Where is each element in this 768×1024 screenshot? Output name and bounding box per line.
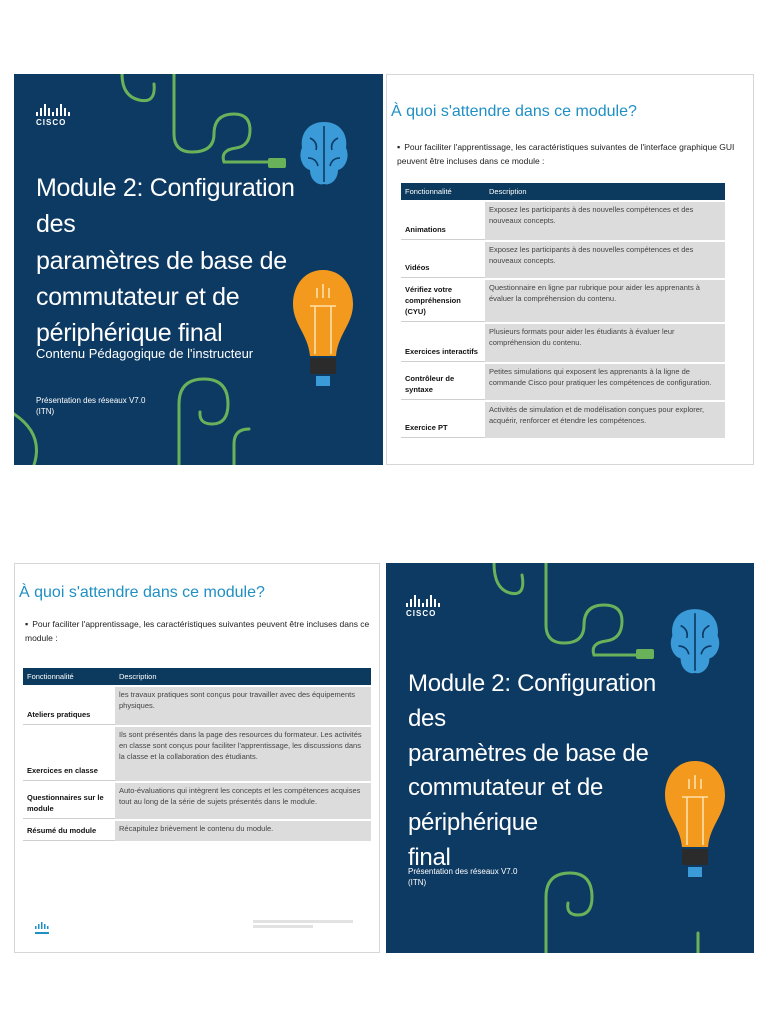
- features-table: [23, 666, 371, 843]
- feature-cell: Résumé du module: [23, 821, 115, 841]
- brain-icon: [296, 118, 352, 190]
- table-row: [401, 364, 725, 400]
- feature-cell: Exercice PT: [401, 402, 485, 438]
- feature-cell: Questionnaires sur le module: [23, 783, 115, 819]
- feature-cell: Contrôleur de syntaxe: [401, 364, 485, 400]
- feature-cell: Animations: [401, 202, 485, 240]
- table-row: [401, 280, 725, 322]
- cisco-logo-bars: [406, 595, 440, 607]
- bullet-icon: ▪: [397, 142, 401, 152]
- table-row: [401, 402, 725, 438]
- course-name: [408, 867, 517, 889]
- title-line: commutateur et de périphérique: [408, 774, 603, 837]
- title-line: périphérique final: [36, 319, 223, 347]
- feature-cell: Exercices en classe: [23, 727, 115, 781]
- table-row: [23, 687, 371, 725]
- description-cell: Plusieurs formats pour aider les étudiants à évaluer leur compréhension du contenu.: [485, 324, 725, 362]
- feature-cell: Vérifiez votre compréhension (CYU): [401, 280, 485, 322]
- course-code: (ITN): [408, 877, 427, 887]
- description-cell: Ils sont présentés dans la page des resources du formateur. Les activités en classe sont conçus pour faciliter l'apprentissage, les discussions dans la classe et la collaboration des étudiants.: [115, 727, 371, 781]
- description-cell: Questionnaire en ligne par rubrique pour aider les apprenants à évaluer la compréhension du contenu.: [485, 280, 725, 322]
- description-cell: Exposez les participants à des nouvelles compétences et des nouveaux concepts.: [485, 202, 725, 240]
- copyright-text: [253, 920, 353, 928]
- description-cell: Auto-évaluations qui intègrent les concepts et les compétences acquises tout au long de la série de sujets présentés dans le module.: [115, 783, 371, 819]
- cisco-logo-bars: [36, 104, 70, 116]
- course-name: [36, 396, 145, 418]
- column-header-description: Description: [115, 668, 371, 685]
- title-line: commutateur et de: [36, 282, 240, 311]
- intro-bullet: [397, 141, 737, 168]
- feature-cell: Vidéos: [401, 242, 485, 278]
- table-header-row: [401, 183, 725, 200]
- course-line: Présentation des réseaux V7.0: [408, 867, 518, 876]
- module-title: [408, 667, 678, 876]
- feature-cell: Ateliers pratiques: [23, 687, 115, 725]
- instructor-subtitle: Contenu Pédagogique de l'instructeur: [36, 346, 254, 361]
- table-row: [23, 727, 371, 781]
- intro-bullet: [25, 618, 375, 645]
- description-cell: Exposez les participants à des nouvelles compétences et des nouveaux concepts.: [485, 242, 725, 278]
- title-line: paramètres de base de: [408, 739, 649, 767]
- bullet-text: Pour faciliter l'apprentissage, les caractéristiques suivantes peuvent être incluses dans ce module :: [25, 619, 370, 643]
- table-row: [401, 202, 725, 240]
- copyright-line: [253, 920, 353, 923]
- table-row: [23, 783, 371, 819]
- features-slide-2: [14, 563, 380, 953]
- title-line: paramètres de base de: [36, 246, 287, 275]
- description-cell: Petites simulations qui exposent les apprenants à la ligne de commande Cisco pour pratiquer les compétences de configuration.: [485, 364, 725, 400]
- title-line: final: [408, 843, 451, 871]
- bullet-icon: ▪: [25, 619, 29, 629]
- slide-title: À quoi s'attendre dans ce module?: [391, 103, 637, 120]
- title-line: Module 2: Configuration des: [36, 174, 295, 239]
- course-code: (ITN): [36, 406, 55, 416]
- title-line: Module 2: Configuration des: [408, 670, 656, 732]
- table-row: [23, 821, 371, 841]
- cisco-logo: [406, 595, 440, 618]
- cisco-logo-text: CISCO: [406, 609, 437, 618]
- cisco-logo-text: CISCO: [36, 118, 67, 127]
- copyright-line: [253, 925, 313, 928]
- column-header-feature: Fonctionnalité: [401, 183, 485, 200]
- course-line: Présentation des réseaux V7.0: [36, 396, 146, 405]
- cisco-logo: [36, 104, 70, 127]
- cover-slide-2: [386, 563, 754, 953]
- table-row: [401, 324, 725, 362]
- features-slide-1: [386, 74, 754, 465]
- features-table: [401, 181, 725, 440]
- light-bulb-icon: [290, 266, 356, 426]
- table-row: [401, 242, 725, 278]
- cover-slide-1: [14, 74, 383, 465]
- feature-cell: Exercices interactifs: [401, 324, 485, 362]
- bullet-text: Pour faciliter l'apprentissage, les caractéristiques suivantes de l'interface graphique GUI peuvent être incluses dans ce module :: [397, 142, 735, 166]
- description-cell: Récapitulez brièvement le contenu du module.: [115, 821, 371, 841]
- cisco-footer-logo-icon: [35, 922, 51, 936]
- slide-title: À quoi s'attendre dans ce module?: [19, 584, 265, 601]
- column-header-description: Description: [485, 183, 725, 200]
- column-header-feature: Fonctionnalité: [23, 668, 115, 685]
- description-cell: les travaux pratiques sont conçus pour travailler avec des équipements physiques.: [115, 687, 371, 725]
- description-cell: Activités de simulation et de modélisation conçues pour explorer, acquérir, renforcer et étendre les compétences.: [485, 402, 725, 438]
- table-header-row: [23, 668, 371, 685]
- module-title: [36, 170, 296, 351]
